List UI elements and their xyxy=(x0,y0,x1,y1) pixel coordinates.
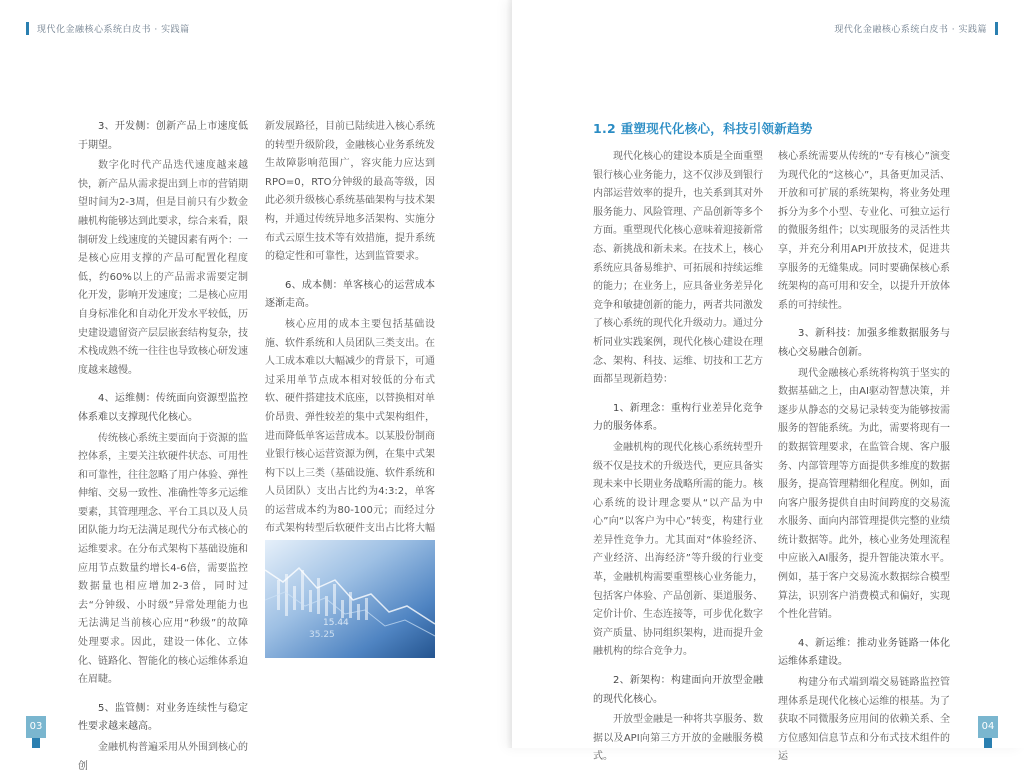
right-column-1 xyxy=(593,148,763,767)
paragraph: 金融机构的现代化核心系统转型升级不仅是技术的升级迭代，更应具备实现未来中长期业务战略所需的能力。核心系统的设计理念要从“以产品为中心”向“以客户为中心”转变，构建行业差异性竞争力。尤其面对“体验经济、产业经济、出海经济”等升级的行业变革，金融机构需要重塑核心业务能力，包括客户体验、产品创新、渠道服务、定价计价、生态连接等，可步优化数字资产质量、协同组织架构，进而提升金融机构的综合竞争力。 xyxy=(593,441,763,658)
subsection-heading: 3、新科技：加强多维数据服务与核心交易融合创新。 xyxy=(778,328,950,358)
paragraph: 开放型金融是一种将共享服务、数据以及API向第三方开放的金融服务模式。 xyxy=(593,714,763,763)
paragraph: 数字化时代产品迭代速度越来越快，新产品从需求提出到上市的营销期望时间为2-3周，但是目前只有少数金融机构能够达到此要求，综合来看，限制研发上线速度的关键因素有两个：一是核心应用支撑的产品可配置化程度低，约60%以上的产品需求需要定制化开发，影响开发速度；二是核心应用自身标准化和自动化开发水平较低，历史建设遗留资产层层嵌套结构复杂，技术栈成熟不统一往往也导致核心研发速度越来越慢。 xyxy=(78,160,248,376)
right-column-2 xyxy=(778,148,950,767)
paragraph: 构建分布式端到端交易链路监控管理体系是现代化核心运维的根基。为了获取不同微服务应用间的依赖关系、全方位感知信息节点和分布式技术组件的运 xyxy=(778,677,950,763)
subsection-heading: 4、运维侧：传统面向资源型监控体系难以支撑现代化核心。 xyxy=(78,393,248,423)
subsection-heading: 5、监管侧：对业务连续性与稳定性要求越来越高。 xyxy=(78,702,248,733)
section-title: 1.2 重塑现代化核心，科技引领新趋势 xyxy=(593,121,813,136)
paragraph: 现代金融核心系统将构筑于坚实的数据基础之上，由AI驱动智慧决策，并逐步从静态的交易记录转变为能够按需服务的智能系统。为此，需要将现有一的数据管理要求，在监管合规、客户服务、内部管理等方面提供多维度的数据服务，提高管理精细化程度。例如，面向客户服务提供自由时间跨度的交易流水服务、面向内部管理提供完整的业绩统计数据等。此外，核心业务处理流程中应嵌入AI服务，提升智能决策水平。例如，基于客户交易流水数据综合模型算法，识别客户消费模式和偏好，实现个性化营销。 xyxy=(778,367,950,621)
subsection-heading: 2、新架构：构建面向开放型金融的现代化核心。 xyxy=(593,675,763,705)
left-page xyxy=(0,0,512,772)
paragraph: 核心应用的成本主要包括基础设施、软件系统和人员团队三类支出。在人工成本难以大幅减少的背景下，可通过采用单节点成本相对较低的分布式软、硬件搭建技术底座，以替换相对单价昂贵、弹性较差的集中式架构组件，进而降低单客运营成本。以某股份制商业银行核心运营资源为例，在集中式架构下以上三类（基础设施、软件系统和人员团队）支出占比约为4:3:2，单客的运营成本约为80-100元；而经过分布式架构转型后软硬件支出占比将大幅 xyxy=(265,318,435,535)
photo-number-1: 15.44 xyxy=(323,618,349,628)
subsection-heading: 3、开发侧：创新产品上市速度低于期望。 xyxy=(78,121,248,151)
page-number-right: 04 xyxy=(978,716,998,738)
paragraph: 核心系统需要从传统的“专有核心”演变为现代化的“这核心”，具备更加灵活、开放和可扩展的系统架构，将业务处理拆分为多个小型、专业化、可独立运行的微服务组件；以实现服务的灵活性共享，并充分利用API开放技术，促进共享服务的无缝集成。同时要确保核心系统架构的高可用和安全，以提升开放体系的可持续性。 xyxy=(778,151,950,311)
finance-stock-image xyxy=(265,540,435,658)
page-number-bar-right xyxy=(984,738,992,748)
photo-number-2: 35.25 xyxy=(309,630,335,640)
header-left: 现代化金融核心系统白皮书 · 实践篇 xyxy=(26,22,190,35)
left-column-1 xyxy=(78,118,248,776)
paragraph: 传统核心系统主要面向于资源的监控体系，主要关注软硬件状态、可用性和可靠性，往往忽略了用户体验、弹性伸缩、交易一致性、准确性等多元运维要素，其管理理念、平台工具以及人员团队能力均无法满足现代分布式核心的运维要求。在分布式架构下基础设施和应用节点数量约增长4-6倍，需要监控数据量也相应增加2-3倍，同时过去“分钟级、小时级”异常处理能力也无法满足当前核心应用“秒级”的故障处理要求。因此，建设一体化、立体化、链路化、智能化的核心运维体系迫在眉睫。 xyxy=(78,432,248,686)
subsection-heading: 4、新运维：推动业务链路一体化运维体系建设。 xyxy=(778,637,950,668)
paragraph: 现代化核心的建设本质是全面重塑银行核心业务能力，这不仅涉及到银行内部运营效率的提升，也关系到其对外服务能力、风险管理、产品创新等多个方面。重塑现代化核心意味着迎接新常态、新挑战和新未来。在技术上，核心系统应具备易维护、可拓展和持续运维的能力；在业务上，应具备业务差异化竞争和敏捷创新的能力，两者共同激发了核心系统的现代化升级动力。通过分析同业实践案例，现代化核心建设在理念、架构、科技、运维、切技和工艺方面都呈现新趋势： xyxy=(593,151,763,386)
paragraph: 新发展路径，目前已陆续进入核心系统的转型升级阶段，金融核心业务系统发生故障影响范围广，容灾能力应达到RPO=0，RTO分钟级的最高等级，因此必须升级核心系统基础架构与技术架构，并通过传统异地多活架构、实施分布式云原生技术等有效措施，提升系统的稳定性和可靠性，达到监管要求。 xyxy=(265,121,435,263)
subsection-heading: 6、成本侧：单客核心的运营成本逐渐走高。 xyxy=(265,279,435,310)
subsection-heading: 1、新理念：重构行业差异化竞争力的服务体系。 xyxy=(593,402,763,433)
header-right: 现代化金融核心系统白皮书 · 实践篇 xyxy=(834,22,998,35)
page-number-left: 03 xyxy=(26,716,46,738)
left-column-2 xyxy=(265,118,435,576)
page-number-bar-left xyxy=(32,738,40,748)
paragraph: 金融机构普遍采用从外围到核心的创 xyxy=(78,742,248,772)
